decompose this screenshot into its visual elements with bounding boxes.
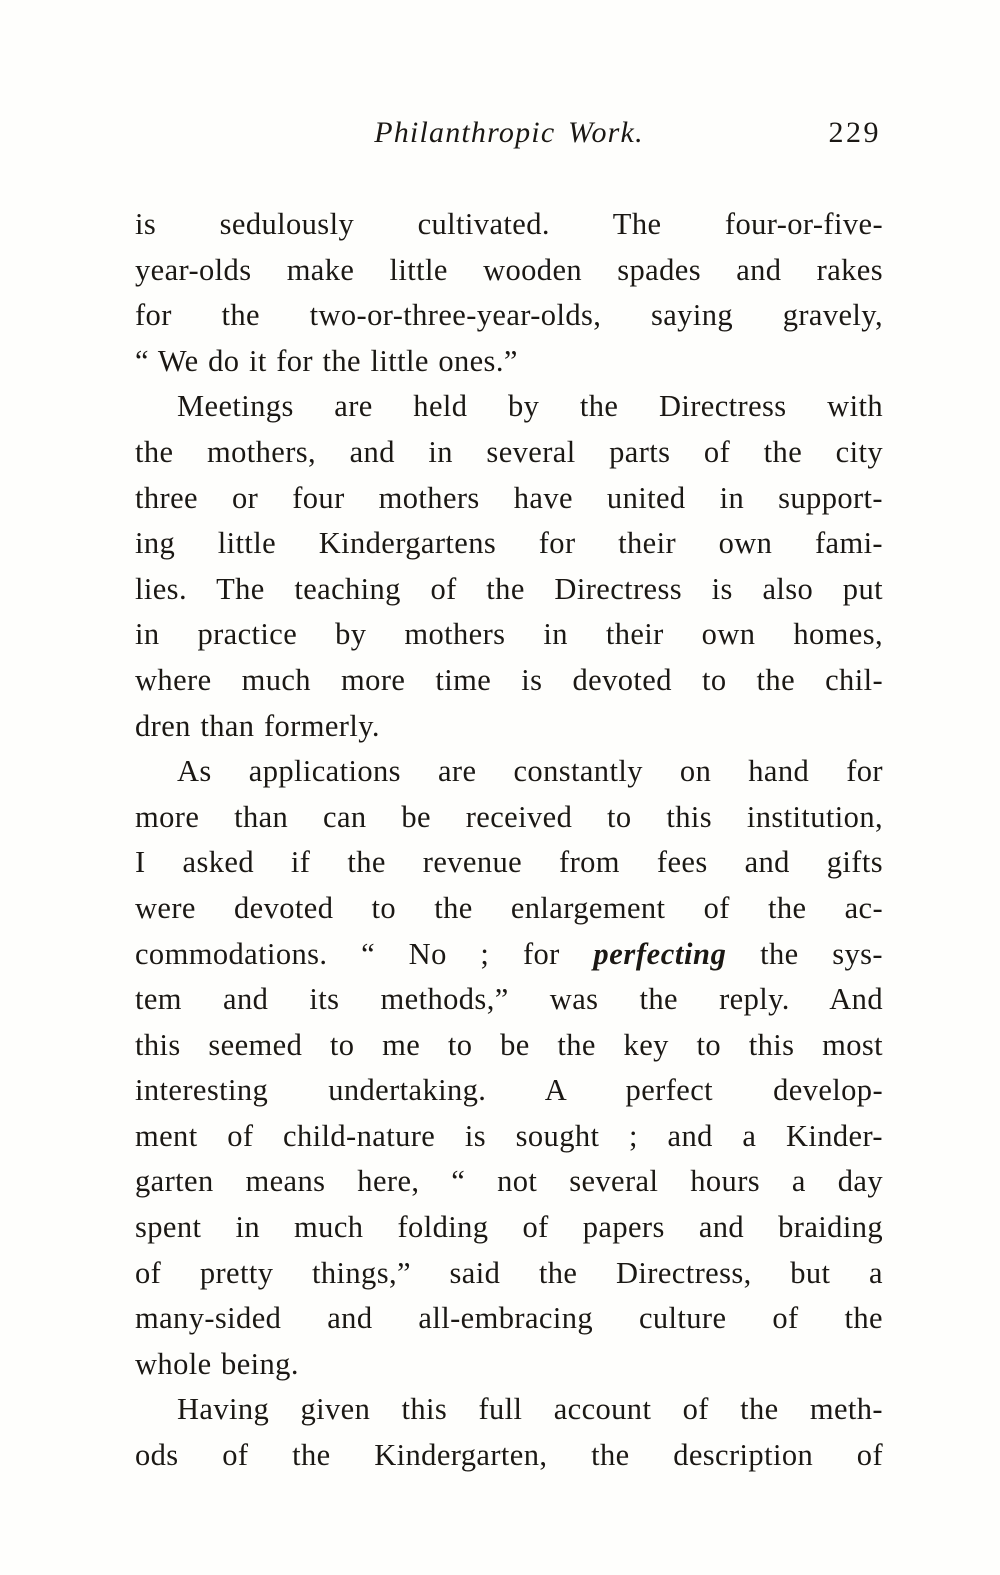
text-line [135,1114,883,1160]
text-segment: tem and its methods,” was the reply. And [135,982,883,1017]
text-line [135,567,883,613]
page-title: Philanthropic Work. [374,116,644,149]
text-line [135,293,883,339]
text-segment: this seemed to me to be the key to this most [135,1027,883,1062]
text-line [135,1433,883,1479]
text-segment: Having given this full account of the meth- [177,1392,883,1427]
text-line [135,1023,883,1069]
text-line [135,977,883,1023]
text-segment: ment of child-nature is sought ; and a Kinder- [135,1118,883,1153]
paragraph [135,202,883,384]
text-segment: more than can be received to this institution, [135,799,883,834]
text-segment: whole being. [135,1346,299,1381]
text-segment: for the two-or-three-year-olds, saying gravely, [135,298,883,333]
page-number: 229 [828,116,881,149]
text-line [135,749,883,795]
text-segment: ing little Kindergartens for their own fami- [135,526,883,561]
text-segment: where much more time is devoted to the chil- [135,662,883,697]
text-segment: garten means here, “ not several hours a day [135,1164,883,1199]
text-line [135,248,883,294]
text-segment: is sedulously cultivated. The four-or-five- [135,207,883,241]
text-line [135,1296,883,1342]
text-segment: three or four mothers have united in support- [135,480,883,515]
text-line [135,384,883,430]
text-line [135,704,883,750]
paragraph [135,384,883,749]
text-line [135,202,883,248]
text-segment: interesting undertaking. A perfect develop- [135,1073,883,1108]
text-segment: many-sided and all-embracing culture of the [135,1301,883,1336]
text-segment: ods of the Kindergarten, the description of [135,1438,883,1473]
text-line [135,1159,883,1205]
text-segment: “ We do it for the little ones.” [135,343,518,378]
paragraph [135,1387,883,1478]
text-segment: year-olds make little wooden spades and rakes [135,252,883,287]
text-line [135,795,883,841]
text-segment: spent in much folding of papers and braiding [135,1210,883,1245]
paragraph [135,749,883,1387]
text-segment: dren than formerly. [135,708,380,743]
text-segment: the mothers, and in several parts of the city [135,434,883,469]
text-line [135,932,883,978]
text-segment: commodations. “ No ; for [135,936,594,971]
text-segment: in practice by mothers in their own homes, [135,617,883,652]
text-segment: were devoted to the enlargement of the ac- [135,890,883,925]
text-line [135,1387,883,1433]
text-line [135,840,883,886]
text-segment: lies. The teaching of the Directress is also put [135,571,883,606]
text-line [135,1342,883,1388]
text-block [135,202,883,1479]
text-line [135,886,883,932]
running-header [135,0,883,152]
text-segment: the sys- [726,936,883,971]
text-line [135,1068,883,1114]
text-line [135,612,883,658]
text-segment: I asked if the revenue from fees and gifts [135,845,883,880]
text-segment: of pretty things,” said the Directress, but a [135,1255,883,1290]
text-segment: As applications are constantly on hand for [177,754,883,789]
text-segment: Meetings are held by the Directress with [177,389,883,424]
text-line [135,521,883,567]
text-line [135,1251,883,1297]
text-line [135,1205,883,1251]
text-line [135,476,883,522]
text-line [135,339,883,385]
text-line [135,430,883,476]
text-line [135,658,883,704]
emphasized-text: perfecting [593,936,727,971]
